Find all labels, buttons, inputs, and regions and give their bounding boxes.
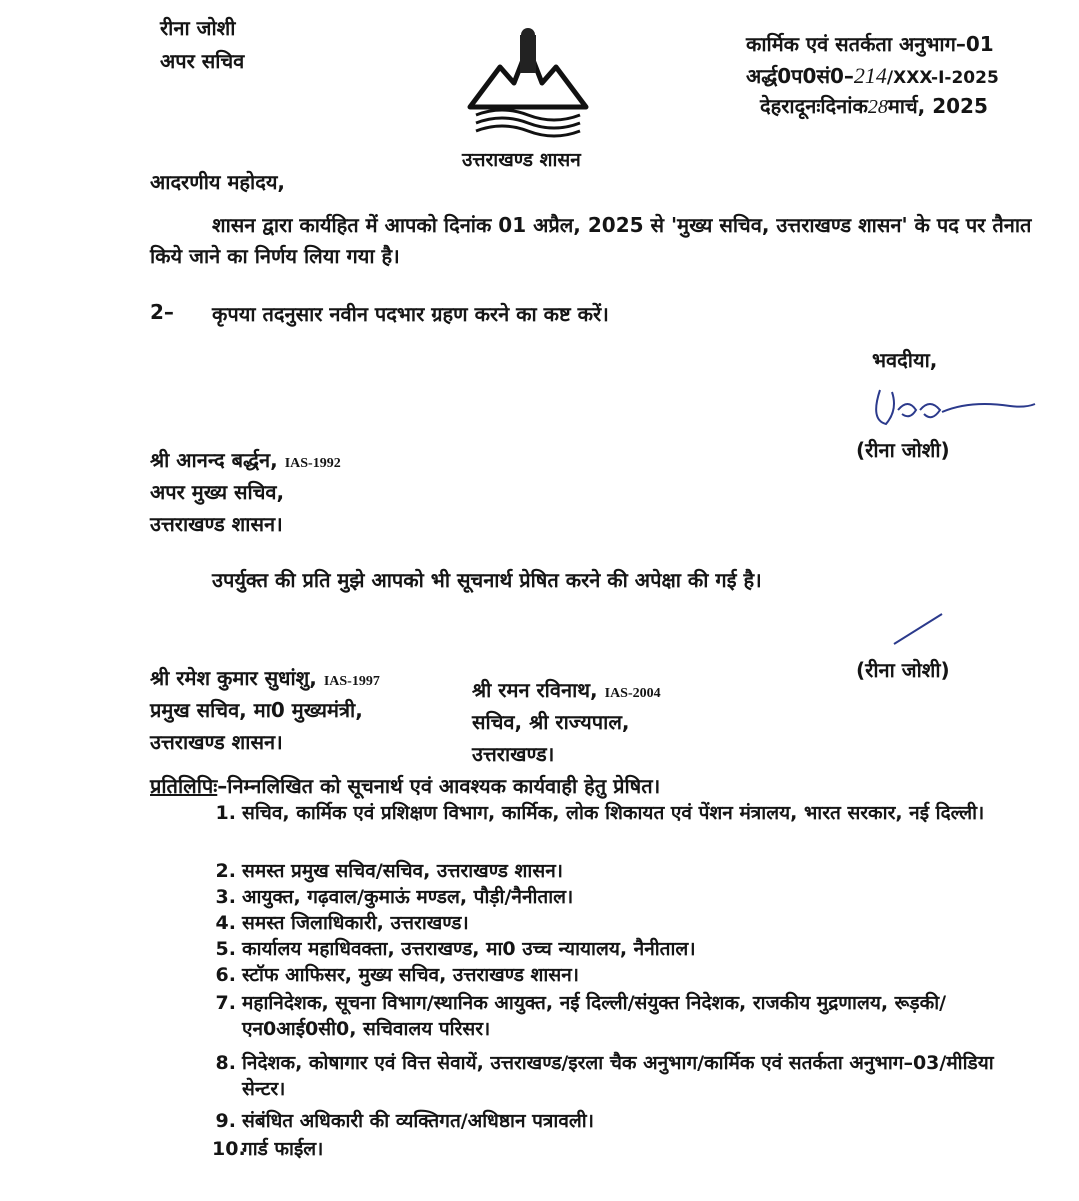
- recipient-2-designation: सचिव, श्री राज्यपाल,: [472, 710, 630, 734]
- list-item-text: कार्यालय महाधिवक्ता, उत्तराखण्ड, मा0 उच्च न्यायालय, नैनीताल।: [242, 938, 696, 960]
- government-label: उत्तराखण्ड शासन: [462, 149, 581, 171]
- signature-mark: [850, 380, 1040, 440]
- recipient-1-batch: IAS-1997: [323, 674, 380, 689]
- list-item-text: संबंधित अधिकारी की व्यक्तिगत/अधिष्ठान पत्रावली।: [242, 1110, 594, 1132]
- list-item-number: 1.: [215, 802, 236, 824]
- list-item-text: निदेशक, कोषागार एवं वित्त सेवायें, उत्तराखण्ड/इरला चैक अनुभाग/कार्मिक एवं सतर्कता अनुभाग–03/मीडिया सेन्टर।: [242, 1052, 994, 1100]
- signatory-2: (रीना जोशी): [856, 658, 950, 682]
- recipient-1-name: श्री रमेश कुमार सुधांशु,: [150, 666, 317, 690]
- list-item-text: स्टॉफ आफिसर, मुख्य सचिव, उत्तराखण्ड शासन।: [242, 964, 579, 986]
- copy-to-intro: –निम्नलिखित को सूचनार्थ एवं आवश्यक कार्यवाही हेतु प्रेषित।: [217, 774, 661, 798]
- list-item-text: गार्ड फाईल।: [242, 1138, 324, 1160]
- ref-number: 214: [853, 63, 887, 88]
- sender-name: रीना जोशी: [160, 16, 236, 40]
- paragraph-2: कृपया तदनुसार नवीन पदभार ग्रहण करने का कष्ट करें।: [212, 302, 609, 326]
- reference-number: [746, 62, 999, 89]
- list-item-text: महानिदेशक, सूचना विभाग/स्थानिक आयुक्त, नई दिल्ली/संयुक्त निदेशक, राजकीय मुद्रणालय, रूड़की/एन0आई0सी0, सचिवालय परिसर।: [242, 992, 947, 1040]
- list-item-number: 2.: [215, 860, 236, 882]
- list-item-text: समस्त जिलाधिकारी, उत्तराखण्ड।: [242, 912, 469, 934]
- salutation: आदरणीय महोदय,: [150, 170, 286, 194]
- copy-to-heading: [150, 772, 660, 799]
- date-day: 28: [867, 96, 888, 118]
- list-item-number: 6.: [215, 964, 236, 986]
- addressee-name-line: [150, 446, 341, 473]
- copy-note: उपर्युक्त की प्रति मुझे आपको भी सूचनार्थ प्रेषित करने की अपेक्षा की गई है।: [212, 568, 762, 592]
- date-prefix: देहरादूनःदिनांक: [760, 94, 868, 118]
- list-item-number: 7.: [215, 992, 236, 1014]
- list-item-text: आयुक्त, गढ़वाल/कुमाऊं मण्डल, पौड़ी/नैनीताल।: [242, 886, 574, 908]
- list-item-number: 4.: [215, 912, 236, 934]
- addressee-name: श्री आनन्द बर्द्धन,: [150, 448, 278, 472]
- signatory: (रीना जोशी): [856, 438, 950, 462]
- ref-prefix: अर्द्ध0प0सं0–: [746, 64, 854, 88]
- signature-stroke: [890, 608, 950, 648]
- list-item-text: सचिव, कार्मिक एवं प्रशिक्षण विभाग, कार्मिक, लोक शिकायत एवं पेंशन मंत्रालय, भारत सरकार, नई दिल्ली।: [242, 802, 985, 824]
- list-item: [212, 800, 1032, 852]
- list-item: [212, 990, 1032, 1042]
- addressee-office: उत्तराखण्ड शासन।: [150, 512, 283, 536]
- copy-to-label: प्रतिलिपिः: [150, 774, 218, 798]
- list-item-number: 8.: [215, 1052, 236, 1074]
- recipient-1-office: उत्तराखण्ड शासन।: [150, 730, 283, 754]
- list-item-number: 3.: [215, 886, 236, 908]
- recipient-2-office: उत्तराखण्ड।: [472, 742, 555, 766]
- list-item: [212, 1050, 1032, 1102]
- closing: भवदीया,: [872, 348, 938, 372]
- list-item-number: 10.: [212, 1138, 246, 1160]
- recipient-2-name: श्री रमन रविनाथ,: [472, 678, 598, 702]
- addressee-batch: IAS-1992: [284, 456, 341, 471]
- recipient-1-name-line: [150, 664, 380, 691]
- list-item-number: 5.: [215, 938, 236, 960]
- sender-designation: अपर सचिव: [160, 49, 245, 73]
- ref-suffix: /XXX-I-2025: [886, 68, 999, 88]
- paragraph-2-number: 2–: [150, 300, 174, 324]
- recipient-2-batch: IAS-2004: [604, 686, 661, 701]
- list-item-number: 9.: [215, 1110, 236, 1132]
- date-suffix: मार्च, 2025: [887, 94, 988, 118]
- recipient-2-name-line: [472, 676, 661, 703]
- addressee-designation: अपर मुख्य सचिव,: [150, 480, 285, 504]
- letter-date: [760, 92, 988, 119]
- state-emblem-logo: [462, 25, 592, 145]
- list-item-text: समस्त प्रमुख सचिव/सचिव, उत्तराखण्ड शासन।: [242, 860, 563, 882]
- recipient-1-designation: प्रमुख सचिव, मा0 मुख्यमंत्री,: [150, 698, 363, 722]
- paragraph-1: शासन द्वारा कार्यहित में आपको दिनांक 01 अप्रैल, 2025 से 'मुख्य सचिव, उत्तराखण्ड शासन' के पद पर तैनात किये जाने का निर्णय लिया गया है।: [150, 213, 1032, 268]
- section-name: कार्मिक एवं सतर्कता अनुभाग–01: [746, 32, 994, 56]
- emblem-icon: [462, 25, 592, 145]
